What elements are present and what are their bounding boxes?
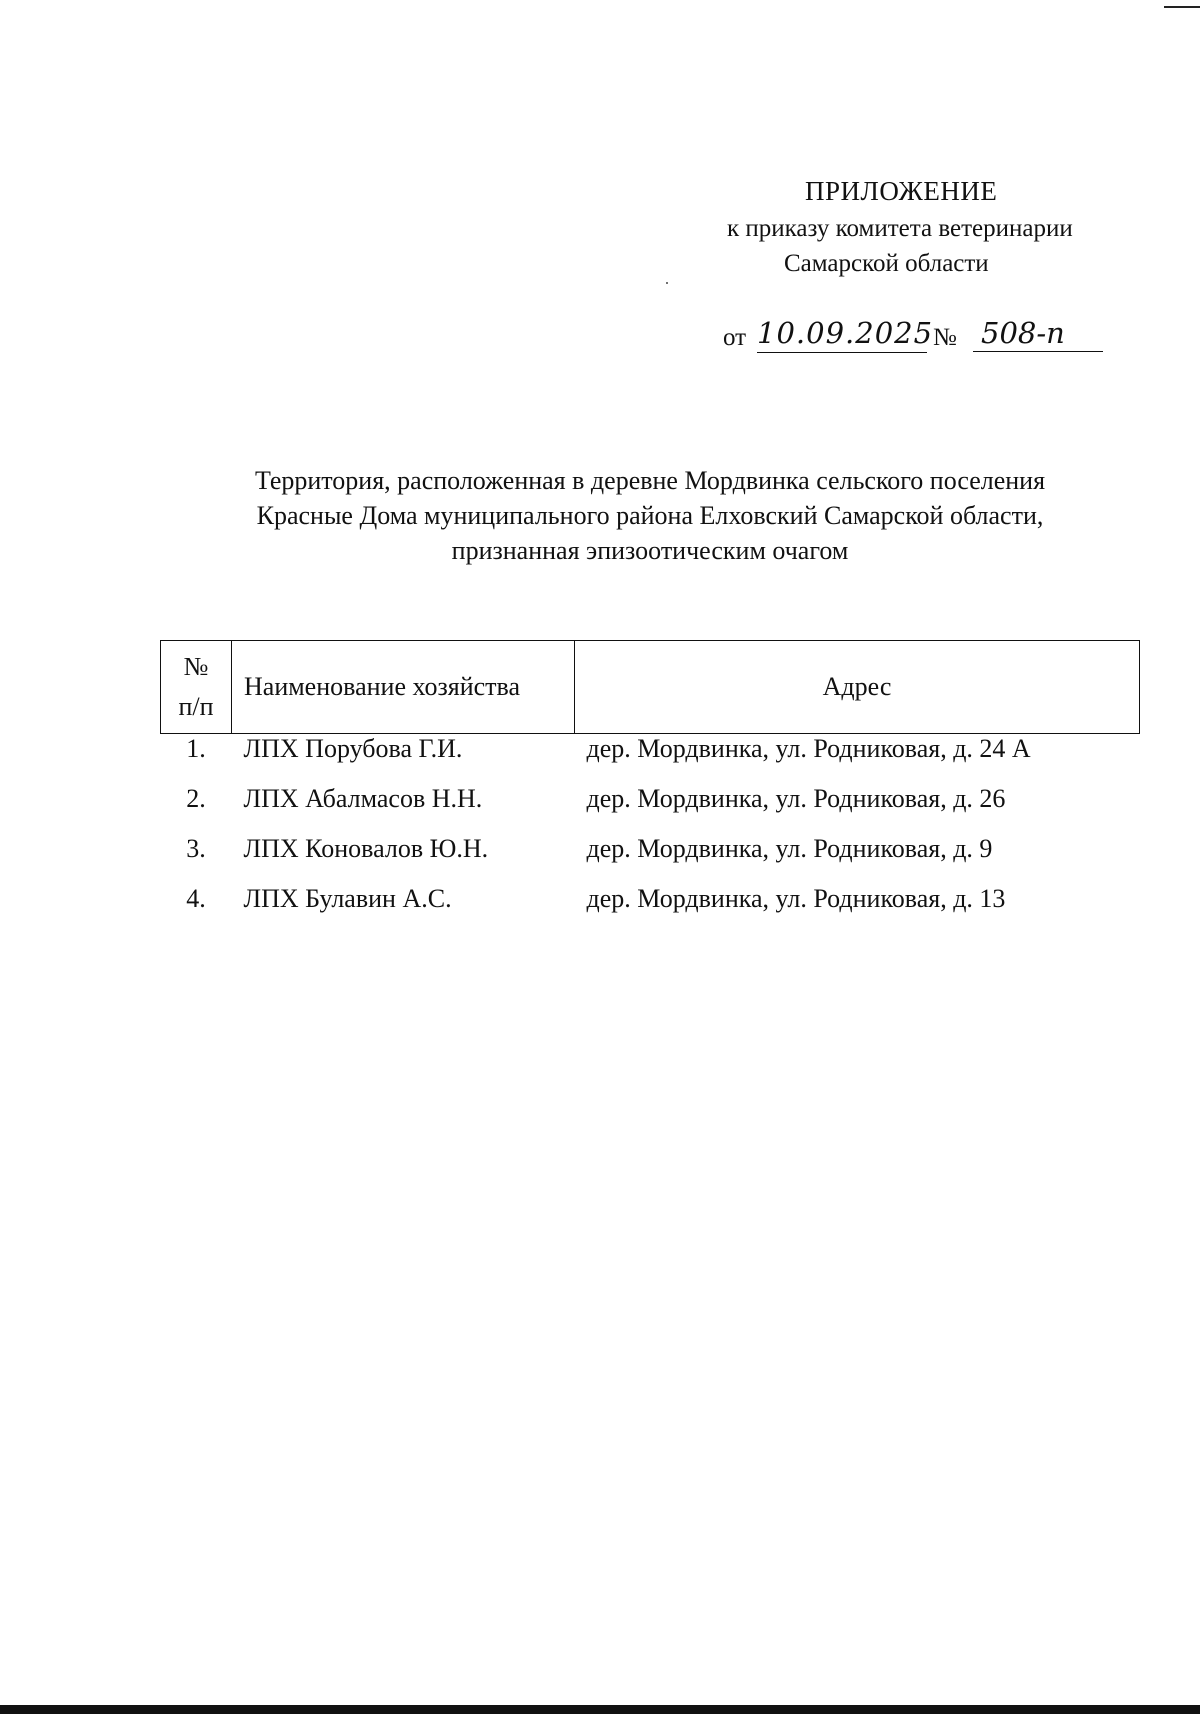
appendix-title: ПРИЛОЖЕНИЕ [805, 176, 998, 206]
row-household: ЛПХ Порубова Г.И. [243, 734, 463, 763]
row-address: дер. Мордвинка, ул. Родниковая, д. 9 [586, 834, 993, 863]
row-address: дер. Мордвинка, ул. Родниковая, д. 26 [586, 784, 1006, 813]
row-household: ЛПХ Абалмасов Н.Н. [243, 784, 483, 813]
column-header-number-abbr: п/п [178, 692, 214, 721]
row-address: дер. Мордвинка, ул. Родниковая, д. 13 [586, 884, 1006, 913]
scan-edge-bottom [0, 1705, 1200, 1714]
row-address: дер. Мордвинка, ул. Родниковая, д. 24 А [586, 734, 1031, 763]
column-header-number [161, 641, 232, 734]
scan-speck [666, 282, 668, 284]
table-row [161, 734, 1140, 785]
heading-line: Красные Дома муниципального района Елховский Самарской области, [256, 501, 1044, 530]
number-label: № [933, 324, 957, 351]
column-header-household: Наименование хозяйства [232, 641, 575, 734]
row-household: ЛПХ Коновалов Ю.Н. [243, 834, 489, 863]
row-number: 3. [186, 834, 206, 863]
scan-edge-mark [1164, 6, 1200, 8]
document-heading [100, 463, 1200, 568]
table-row [161, 884, 1140, 934]
date-prefix: от [723, 324, 747, 351]
appendix-order-reference: к приказу комитета ветеринарии [727, 215, 1073, 242]
heading-line: признанная эпизоотическим очагом [451, 536, 849, 565]
row-number: 4. [186, 884, 206, 913]
table-row [161, 834, 1140, 884]
row-number: 1. [186, 734, 206, 763]
column-header-number-symbol: № [183, 652, 209, 681]
households-table [160, 640, 1140, 934]
table-row [161, 784, 1140, 834]
row-household: ЛПХ Булавин А.С. [243, 884, 452, 913]
table-header-row [161, 641, 1140, 734]
heading-line: Территория, расположенная в деревне Мордвинка сельского поселения [254, 466, 1046, 495]
row-number: 2. [186, 784, 206, 813]
handwritten-order-number: 508-п [973, 318, 1103, 352]
column-header-address: Адрес [575, 641, 1140, 734]
appendix-region: Самарской области [784, 250, 989, 277]
handwritten-date: 10.09.2025 [757, 318, 927, 353]
